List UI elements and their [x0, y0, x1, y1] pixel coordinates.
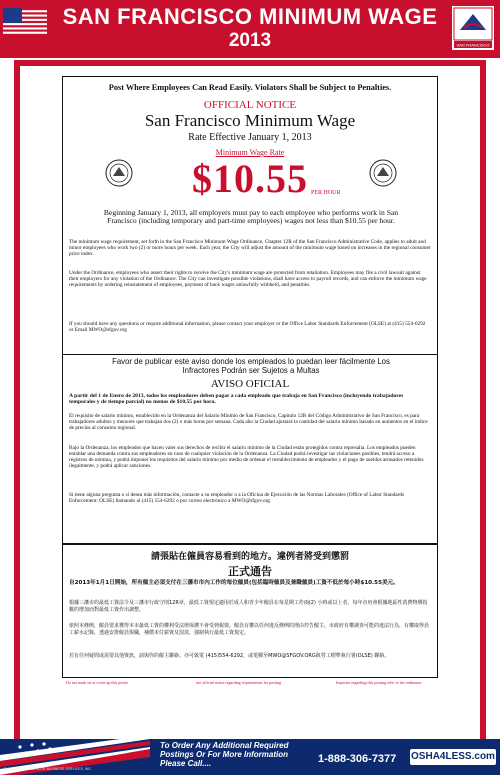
spanish-heading: AVISO OFICIAL	[210, 378, 290, 390]
chinese-para-2: 依照本條例，僱員要求獲得本市最低工資的權利受法律保護不會受到報復。僱員有權以任何違反條例的理由控告僱主。市政府有權調查可能的違法行為，有權取得員工薪水記錄，透過安排僱員復職，補償未付薪資及罰款，強制執行最低工資規定。	[69, 623, 430, 636]
english-notice-panel	[62, 76, 438, 362]
spanish-warning: Favor de publicar este aviso donde los empleados lo puedan leer fácilmente Los Infractores Podrán ser Sujetos a Multas	[112, 357, 390, 375]
poster-title: SAN FRANCISCO MINIMUM WAGE	[62, 4, 438, 29]
order-info-text: To Order Any Additional Required Postings Or For More Information Please Call....	[160, 741, 289, 768]
copyright: Rev. 1/2013 © 2013 ELITE BUSINESS SERVICES, INC.	[4, 767, 92, 771]
spanish-para-1: El requisito de salario mínimo, establecido en la Ordenanza del Salario Mínimo de San Francisco, Capítulo 12R del Código Administrativo de San Francisco, es para trabajadores adultos y menores que trabajan dos (2) o más horas por semana. Cada año la Ciudad ajustará la cantidad del salario mínimo basado en aumentos en el índice de precios al consumo regional.	[69, 413, 428, 432]
official-notice: OFFICIAL NOTICE	[203, 99, 297, 111]
spanish-intro: A partir del 1 de Enero de 2013, todos los empleadores deben pagar a cada empleado que trabaja en San Francisco (incluyendo trabajadores temporales y de tiempo parcial) no menos de $10.55 por hora.	[69, 393, 404, 406]
chinese-para-1: 根據三藩市的最低工資法令及三藩市行政守則12R章，最低工資規定適用於成人和青少年僱員在每星期工作兩(2) 小時或以上者，每年市府會根據地區性消費物價指數的增加而對最低工資作出調整。	[69, 600, 428, 613]
chinese-heading: 正式通告	[228, 565, 272, 578]
english-intro: Beginning January 1, 2013, all employers must pay to each employee who performs work in San Francisco (including temporary and part-time employees) wages not less than $10.55 per hour.	[103, 208, 399, 226]
effective-date: Rate Effective January 1, 2013	[188, 132, 312, 143]
chinese-notice-panel	[62, 544, 438, 678]
footer-note-center: see official notice regarding requirements for posting	[196, 680, 282, 685]
footer-note-left: Do not mark on or cover up this poster	[66, 680, 128, 685]
order-phone[interactable]: 1-888-306-7377	[318, 753, 397, 765]
english-para-3: If you should have any questions or require additional information, please contact your employer or the Office Labor Standards Enforcement (OLSE) at (415) 554-6292 or Email MWO@sfgov.org	[69, 321, 426, 334]
english-para-1: The minimum wage requirement, set forth in the San Francisco Minimum Wage Ordinance, Chapter 12R of the San Francisco Administrative Code, applies to adult and minor employees who work two (2) or more hours per week. Each year, the City will adjust the amount of the minimum wage based on increases in the regional consumer price index.	[69, 239, 431, 258]
english-para-2: Under the Ordinance, employees who assert their rights to receive the City's minimum wage are protected from retaliation. Employees may file a civil lawsuit against their employers for any violation of the Ordinance. The City can investigate possible violations, shall have access to payroll records, and can enforce the minimum wage requirements by ordering reinstatement of employees, payment of back wages unlawfully withheld, and penalties.	[69, 270, 427, 289]
seal-label: SAN FRANCISCO	[456, 42, 490, 48]
english-heading: San Francisco Minimum Wage	[144, 111, 356, 130]
sf-seal-badge-icon	[452, 6, 494, 50]
chinese-para-3: 若有任何疑問或需要其他資訊，請與你的僱主聯絡；亦可致電 (415)554-6292，或電郵至MWO@SFGOV.ORG與勞工標準執行署(OLSE) 聯絡。	[69, 653, 390, 659]
footer-note-right: Inquiries regarding this posting refer to the ordinance	[336, 680, 422, 685]
rate-label: Minimum Wage Rate	[215, 148, 285, 157]
chinese-intro: 自2013年1月1日開始，所有僱主必須支付在三藩市市內工作的每位僱員(包括臨時僱員及兼職僱員)工資不低於每小時$10.55美元。	[69, 580, 399, 586]
chinese-warning: 請張貼在僱員容易看到的地方。違例者將受到懲罰	[150, 552, 349, 562]
osha4less-logo: OSHA4LESS.com	[410, 749, 496, 765]
wage-rate: $10.55	[192, 156, 308, 201]
spanish-para-3: Si tiene alguna pregunta o si desea más información, contacte a su empleador o a la Oficina de Ejecución de las Normas Laborales (Office of Labor Standards Enforcement: OLSE) llamando al (415) 554-6292 o por correo electrónico a MWO@sfgov.org	[69, 492, 405, 505]
poster-year: 2013	[228, 30, 272, 51]
spanish-notice-panel	[62, 354, 438, 544]
english-warning: Post Where Employees Can Read Easily. Violators Shall be Subject to Penalties.	[108, 83, 392, 92]
spanish-para-2: Bajo la Ordenanza, los empleados que hacen valer sus derechos de recibir el salario mínimo de la Ciudad están protegidos contra represalia. Los empleados pueden entablar una demanda contra sus empleadores en caso de cualquier violación de la Ordenanza. La Ciudad podrá investigar las violaciones posibles, tendrá acceso a registros de nómina, y podrá imponer los requisitos del salario mínimo por medio de ordenar el restablecimiento de empleados y el pago de sueldos atrasados retenidos ilegalmente, y podrá aplicar sanciones.	[69, 445, 424, 470]
poster-header	[0, 0, 500, 58]
footer-notes	[66, 680, 436, 688]
us-flag-icon	[3, 8, 47, 36]
per-hour: PER HOUR	[311, 190, 341, 196]
